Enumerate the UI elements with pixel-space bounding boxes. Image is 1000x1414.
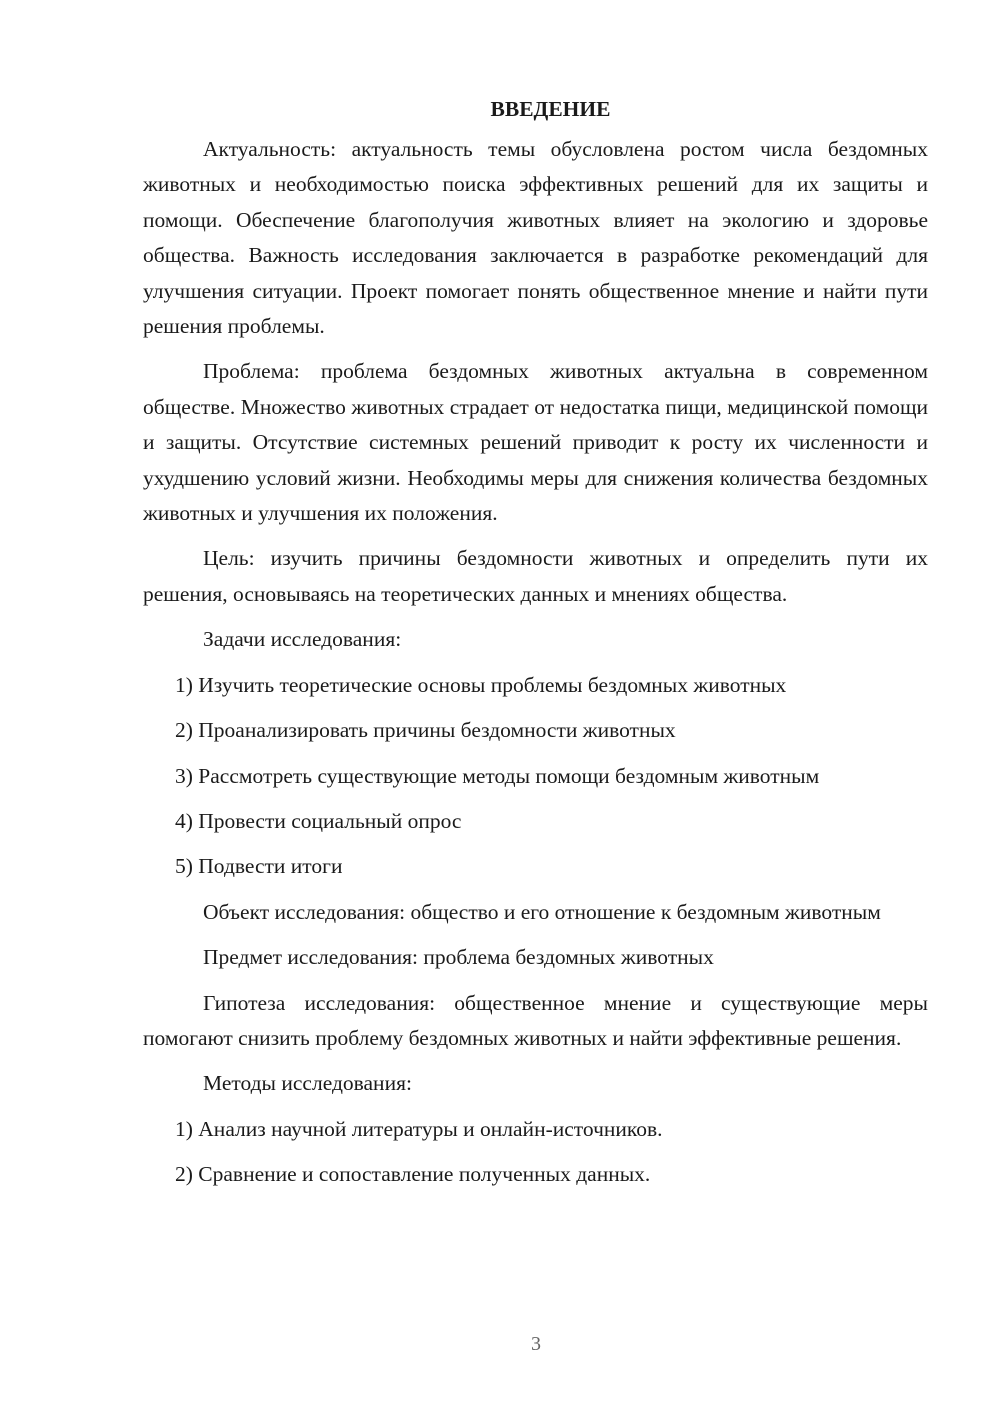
list-item: 4) Провести социальный опрос bbox=[175, 808, 462, 833]
page-content bbox=[143, 92, 928, 1203]
relevance-paragraph: Актуальность: актуальность темы обусловлена ростом числа бездомных животных и необходимостью поиска эффективных решений для их защиты и помощи. Обеспечение благополучия животных влияет на экологию и здоровье общества. Важность исследования заключается в разработке рекомендаций для улучшения ситуации. Проект помогает понять общественное мнение и найти пути решения проблемы. bbox=[143, 137, 928, 339]
tasks-list bbox=[143, 668, 928, 885]
list-item: 2) Проанализировать причины бездомности животных bbox=[175, 718, 676, 743]
page-number: 3 bbox=[531, 1333, 541, 1355]
goal-paragraph: Цель: изучить причины бездомности животных и определить пути их решения, основываясь на теоретических данных и мнениях общества. bbox=[143, 546, 928, 606]
list-item: 1) Изучить теоретические основы проблемы бездомных животных bbox=[175, 672, 787, 697]
list-item: 2) Сравнение и сопоставление полученных данных. bbox=[175, 1162, 651, 1187]
object-paragraph: Объект исследования: общество и его отношение к бездомным животным bbox=[203, 899, 881, 924]
tasks-heading: Задачи исследования: bbox=[203, 627, 402, 652]
list-item: 3) Рассмотреть существующие методы помощи бездомным животным bbox=[175, 763, 820, 788]
methods-heading: Методы исследования: bbox=[203, 1071, 412, 1096]
methods-list bbox=[143, 1112, 928, 1193]
problem-paragraph: Проблема: проблема бездомных животных актуальна в современном обществе. Множество животных страдает от недостатка пищи, медицинской помощи и защиты. Отсутствие системных решений приводит к росту их численности и ухудшению условий жизни. Необходимы меры для снижения количества бездомных животных и улучшения их положения. bbox=[143, 359, 928, 526]
page-title: ВВЕДЕНИЕ bbox=[490, 97, 611, 121]
hypothesis-paragraph: Гипотеза исследования: общественное мнение и существующие меры помогают снизить проблему бездомных животных и найти эффективные решения. bbox=[143, 990, 928, 1050]
subject-paragraph: Предмет исследования: проблема бездомных животных bbox=[203, 945, 714, 970]
list-item: 1) Анализ научной литературы и онлайн-источников. bbox=[175, 1116, 663, 1141]
list-item: 5) Подвести итоги bbox=[175, 854, 343, 879]
